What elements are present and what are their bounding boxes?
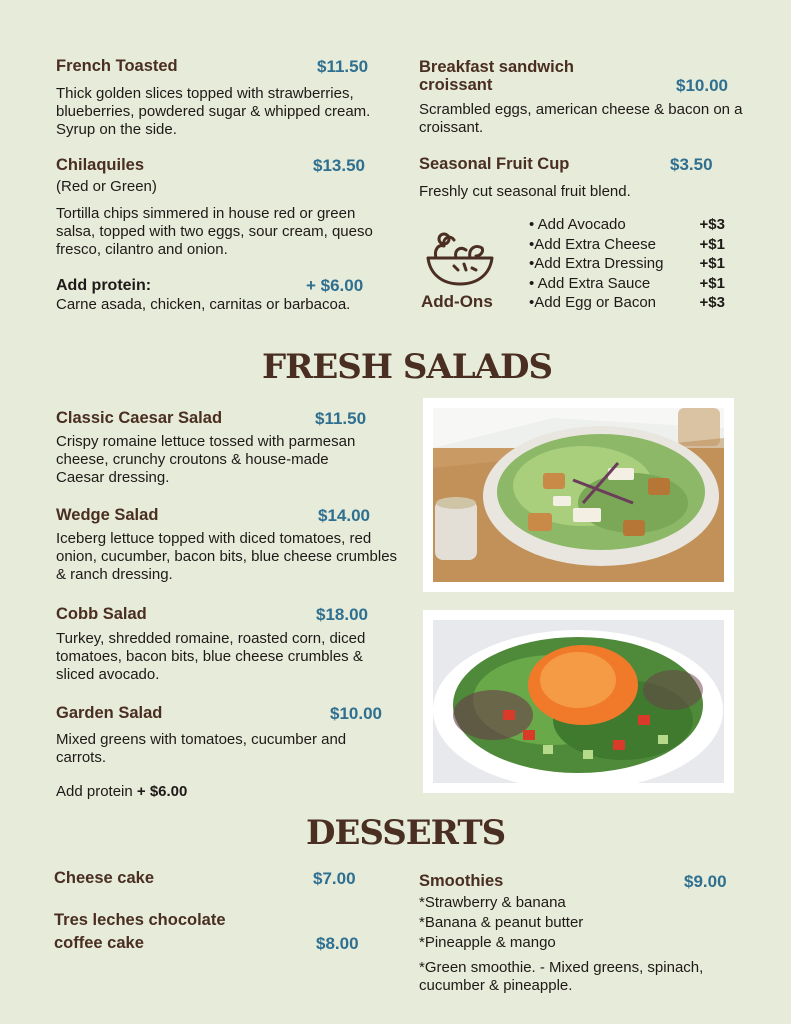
- wedge-name: Wedge Salad: [56, 506, 159, 524]
- smoothie-option: *Strawberry & banana: [419, 894, 566, 911]
- addon-item: • Add Extra Sauce +$1: [529, 274, 725, 292]
- tres-leches-price: $8.00: [316, 934, 359, 953]
- sandwich-name-line2: croissant: [419, 76, 493, 94]
- addon-item: •Add Extra Dressing +$1: [529, 255, 725, 272]
- caesar-name: Classic Caesar Salad: [56, 409, 223, 427]
- add-protein-desc: Carne asada, chicken, carnitas or barbacoa.: [56, 296, 351, 313]
- cobb-desc: Turkey, shredded romaine, roasted corn, diced tomatoes, bacon bits, blue cheese crumbles & sliced avocado.: [56, 630, 366, 683]
- green-smoothie-desc: *Green smoothie. - Mixed greens, spinach, cucumber & pineapple.: [419, 959, 704, 994]
- smoothies-options: [419, 893, 583, 953]
- tres-leches-name-line1: Tres leches chocolate: [54, 911, 226, 929]
- garden-price: $10.00: [330, 704, 382, 723]
- cheesecake-name: Cheese cake: [54, 869, 154, 887]
- cobb-price: $18.00: [316, 605, 368, 624]
- addon-item: •Add Egg or Bacon +$3: [529, 294, 725, 311]
- salad-add-protein-price: + $6.00: [136, 783, 188, 800]
- fresh-salads-heading: FRESH SALADS: [262, 347, 553, 387]
- smoothies-price: $9.00: [684, 872, 727, 891]
- sandwich-desc: Scrambled eggs, american cheese & bacon on a croissant.: [419, 101, 743, 136]
- addons-label: Add-Ons: [421, 292, 493, 311]
- french-toast-name: French Toasted: [56, 57, 178, 75]
- smoothies-name: Smoothies: [419, 872, 504, 890]
- chilaquiles-price: $13.50: [313, 156, 365, 175]
- salad-add-protein: Add protein + $6.00: [56, 783, 188, 800]
- fruit-cup-price: $3.50: [670, 155, 713, 174]
- addon-item: •Add Extra Cheese +$1: [529, 235, 725, 253]
- french-toast-price: $11.50: [317, 57, 369, 76]
- french-toast-desc: Thick golden slices topped with strawberries, blueberries, powdered sugar & whipped cream. Syrup on the side.: [56, 85, 371, 138]
- cheesecake-price: $7.00: [313, 869, 356, 888]
- sandwich-name-line1: Breakfast sandwich: [419, 58, 574, 76]
- caesar-desc: Crispy romaine lettuce tossed with parmesan cheese, crunchy croutons & house-made Caesar dressing.: [56, 433, 356, 486]
- addons-list: [529, 215, 725, 313]
- garden-name: Garden Salad: [56, 704, 163, 722]
- cobb-name: Cobb Salad: [56, 605, 147, 623]
- salad-bowl-icon: [424, 230, 496, 293]
- chilaquiles-desc: Tortilla chips simmered in house red or green salsa, topped with two eggs, sour cream, queso fresco, cilantro and onion.: [56, 205, 373, 258]
- add-protein-price: + $6.00: [306, 276, 364, 295]
- smoothie-option: *Banana & peanut butter: [419, 914, 584, 931]
- tres-leches-name-line2: coffee cake: [54, 934, 144, 952]
- wedge-price: $14.00: [318, 506, 370, 525]
- smoothie-option: *Pineapple & mango: [419, 934, 556, 951]
- desserts-heading: DESSERTS: [306, 813, 506, 853]
- chilaquiles-name: Chilaquiles: [56, 156, 145, 174]
- garden-desc: Mixed greens with tomatoes, cucumber and carrots.: [56, 731, 347, 766]
- fruit-cup-name: Seasonal Fruit Cup: [419, 155, 570, 173]
- garden-salad-photo: [423, 610, 734, 793]
- add-protein-label: Add protein:: [56, 277, 152, 294]
- wedge-desc: Iceberg lettuce topped with diced tomatoes, red onion, cucumber, bacon bits, blue cheese crumbles & ranch dressing.: [56, 530, 398, 583]
- sandwich-price: $10.00: [676, 76, 728, 95]
- caesar-price: $11.50: [315, 409, 367, 428]
- caesar-salad-photo: [423, 398, 734, 592]
- chilaquiles-subtitle: (Red or Green): [56, 178, 157, 195]
- addon-item: • Add Avocado +$3: [529, 216, 725, 233]
- fruit-cup-desc: Freshly cut seasonal fruit blend.: [419, 183, 631, 200]
